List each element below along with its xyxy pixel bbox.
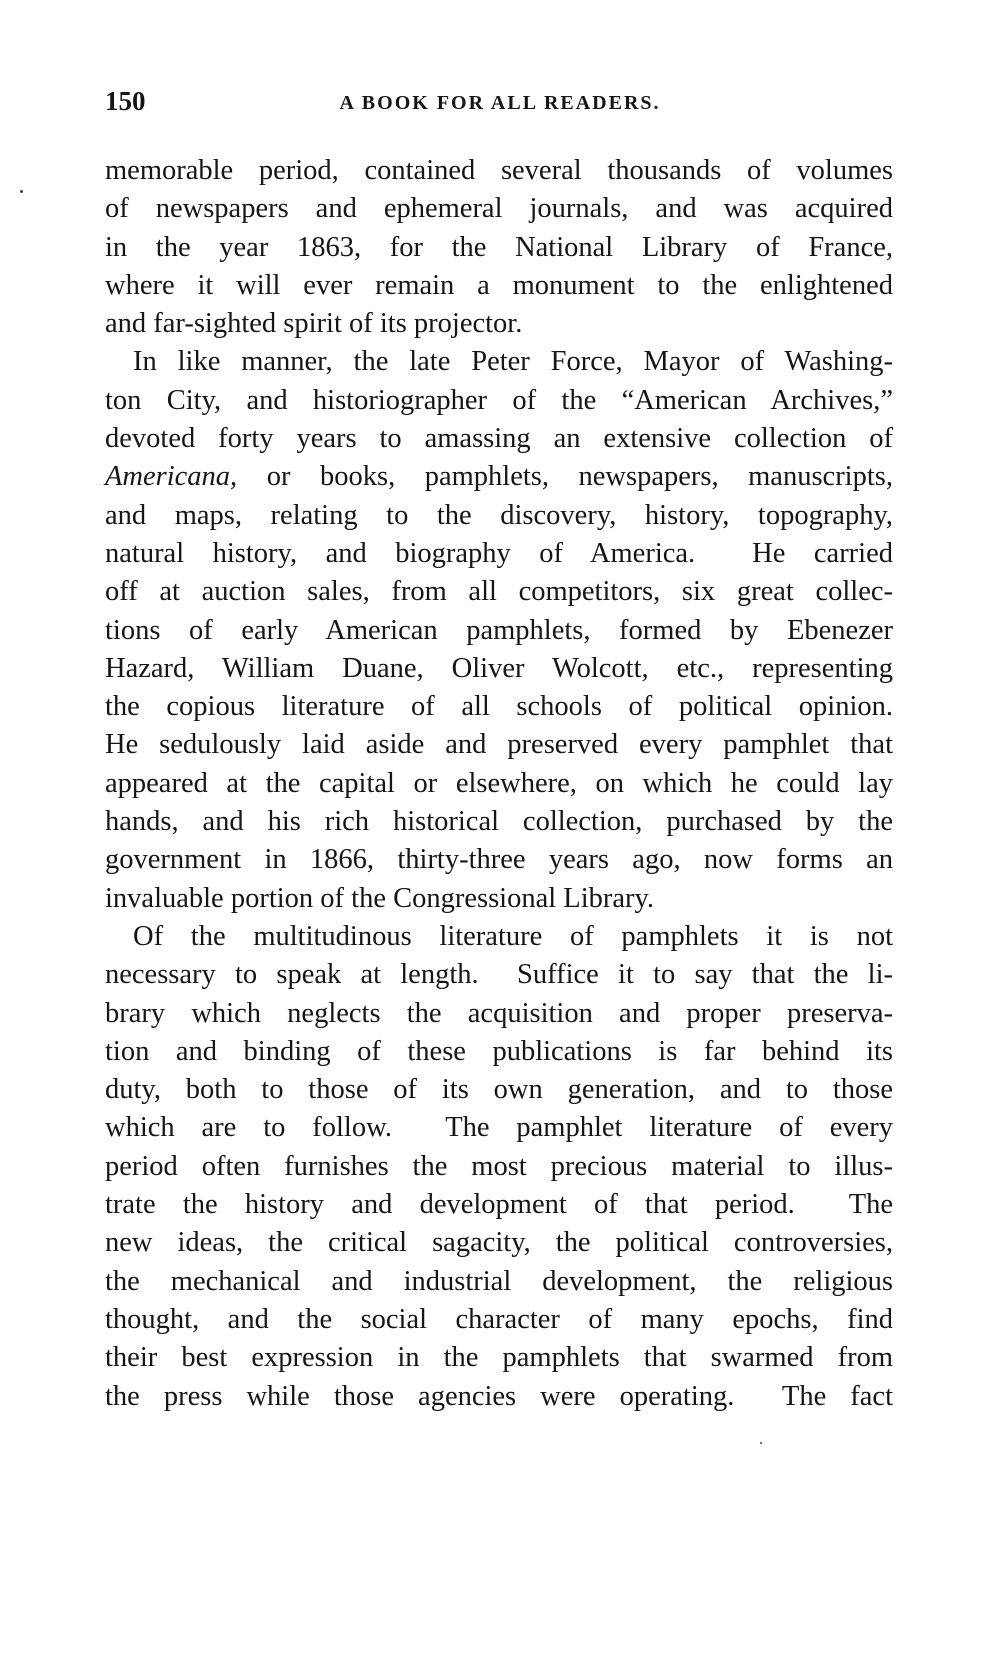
line-text: their best expression in the pamphlets that swarmed from <box>105 1342 893 1374</box>
line-text: where it will ever remain a monument to the enlightened <box>105 269 893 301</box>
text-line <box>105 420 893 458</box>
text-line <box>105 229 893 267</box>
line-text: brary which neglects the acquisition and proper preserva- <box>105 997 893 1029</box>
text-line <box>105 305 893 343</box>
text-line <box>105 1224 893 1262</box>
line-text: invaluable portion of the Congressional Library. <box>105 882 655 914</box>
italic-term: Americana, <box>105 461 238 493</box>
line-text: ton City, and historiographer of the “American Archives,” <box>105 384 893 416</box>
text-line <box>105 343 893 381</box>
scan-speck <box>760 1442 762 1444</box>
line-text: necessary to speak at length. Suffice it to say that the li- <box>105 959 893 991</box>
line-text: thought, and the social character of many epochs, find <box>105 1303 893 1335</box>
text-line <box>105 1071 893 1109</box>
line-text: the mechanical and industrial development, the religious <box>105 1265 893 1297</box>
text-line <box>105 497 893 535</box>
text-line <box>105 535 893 573</box>
text-line <box>105 918 893 956</box>
line-text: hands, and his rich historical collection, purchased by the <box>105 806 893 838</box>
text-line <box>105 956 893 994</box>
line-text: duty, both to those of its own generation, and to those <box>105 1074 893 1106</box>
line-text: the press while those agencies were operating. The fact <box>105 1380 893 1412</box>
text-line <box>105 880 893 918</box>
text-line <box>105 726 893 764</box>
line-text: the copious literature of all schools of political opinion. <box>105 691 893 723</box>
text-line <box>105 1263 893 1301</box>
line-text: in the year 1863, for the National Library of France, <box>105 231 893 263</box>
text-line <box>105 1186 893 1224</box>
line-text: tions of early American pamphlets, formed by Ebenezer <box>105 614 893 646</box>
line-text: Hazard, William Duane, Oliver Wolcott, etc., representing <box>105 652 893 684</box>
line-text: Of the multitudinous literature of pamphlets it is not <box>133 920 893 952</box>
text-line <box>105 688 893 726</box>
text-line <box>105 573 893 611</box>
text-line <box>105 1033 893 1071</box>
text-line <box>105 765 893 803</box>
text-line <box>105 995 893 1033</box>
text-line <box>105 1109 893 1147</box>
text-line <box>105 650 893 688</box>
line-text: and maps, relating to the discovery, history, topography, <box>105 499 893 531</box>
text-line <box>105 1339 893 1377</box>
text-line <box>105 1301 893 1339</box>
page-number: 150 <box>105 86 146 116</box>
line-text: trate the history and development of that period. The <box>105 1189 893 1221</box>
line-text: He sedulously laid aside and preserved every pamphlet that <box>105 729 893 761</box>
running-title: A BOOK FOR ALL READERS. <box>339 92 661 114</box>
page-body <box>105 152 893 1416</box>
line-text: off at auction sales, from all competitors, six great collec- <box>105 576 893 608</box>
text-line <box>105 458 893 496</box>
line-text: or books, pamphlets, newspapers, manuscripts, <box>237 461 893 493</box>
text-line <box>105 1148 893 1186</box>
line-text: new ideas, the critical sagacity, the political controversies, <box>105 1227 893 1259</box>
line-text: which are to follow. The pamphlet literature of every <box>105 1112 893 1144</box>
text-line <box>105 1378 893 1416</box>
line-text: In like manner, the late Peter Force, Mayor of Washing- <box>133 346 893 378</box>
line-text: appeared at the capital or elsewhere, on which he could lay <box>105 767 893 799</box>
text-line <box>105 803 893 841</box>
text-line <box>105 152 893 190</box>
text-line <box>105 382 893 420</box>
line-text: period often furnishes the most precious material to illus- <box>105 1150 893 1182</box>
line-text: natural history, and biography of America. He carried <box>105 537 893 569</box>
text-line <box>105 841 893 879</box>
line-text: government in 1866, thirty-three years ago, now forms an <box>105 844 893 876</box>
line-text: and far-sighted spirit of its projector. <box>105 308 523 340</box>
line-text: memorable period, contained several thousands of volumes <box>105 155 893 186</box>
scan-speck <box>20 190 23 193</box>
line-text: tion and binding of these publications is far behind its <box>105 1035 893 1067</box>
text-line <box>105 612 893 650</box>
text-line <box>105 190 893 228</box>
line-text: devoted forty years to amassing an extensive collection of <box>105 423 893 455</box>
text-line <box>105 267 893 305</box>
line-text: of newspapers and ephemeral journals, and was acquired <box>105 193 893 225</box>
